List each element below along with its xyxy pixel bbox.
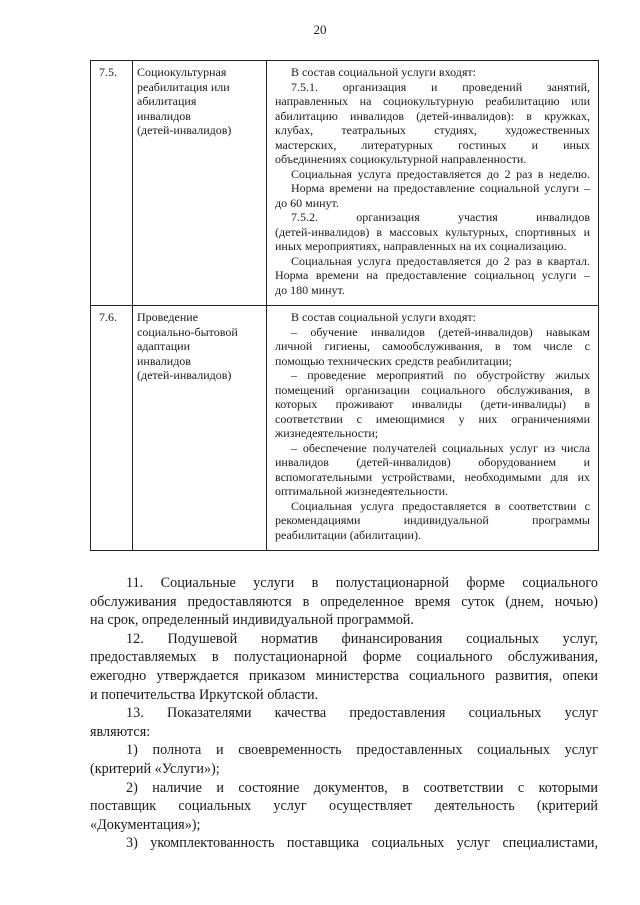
service-name-line: Проведение: [137, 310, 199, 324]
description-line: В состав социальной услуги входят:: [291, 65, 476, 79]
description-line: реабилитации (абилитации).: [275, 527, 421, 542]
service-name-line: адаптации: [137, 339, 191, 353]
description-line: помощью технических средств реабилитации;: [275, 353, 512, 368]
description-line: помещений организации социального обслуживания, в: [275, 382, 590, 397]
paragraph-line: «Документация»);: [90, 816, 201, 833]
paragraph-line: поставщик социальных услуг осуществляет деятельность (критерий: [90, 798, 598, 815]
paragraph-line: 11. Социальные услуги в полустационарной форме социального: [126, 575, 598, 591]
service-name-line: (детей-инвалидов): [137, 368, 232, 382]
paragraph-line: (критерий «Услуги»);: [90, 760, 220, 777]
description-line: В состав социальной услуги входят:: [291, 310, 476, 324]
service-name-line: социально-бытовой: [137, 324, 238, 339]
paragraph: [90, 779, 598, 835]
description-line: (детей-инвалидов) в массовых культурных, спортивных и: [275, 224, 590, 239]
paragraph: [90, 834, 598, 853]
description-line: – обеспечение получателей социальных услуг из числа: [291, 440, 590, 455]
description-line: до 180 минут.: [275, 282, 345, 297]
description-line: соответствии с имеющимися у них ограничениями: [275, 411, 590, 426]
description-line: инвалидов (детей-инвалидов) оборудованием и: [275, 455, 590, 469]
paragraph-line: являются:: [90, 723, 151, 740]
paragraph-line: 3) укомплектованность поставщика социальных услуг специалистами,: [126, 835, 598, 852]
service-name: [133, 306, 267, 551]
service-description: [267, 61, 599, 306]
paragraph-line: обслуживания предоставляются в определенное время суток (днем, ночью): [90, 593, 598, 610]
paragraph: [90, 574, 598, 630]
paragraph-line: и попечительства Иркутской области.: [90, 686, 319, 703]
service-name-line: Социокультурная: [137, 65, 227, 79]
description-line: абилитацию инвалидов (детей-инвалидов): в кружках,: [275, 108, 590, 123]
services-table: [90, 60, 599, 551]
service-description: [267, 306, 599, 551]
description-line: 7.5.1. организация и проведений занятий,: [291, 79, 590, 94]
description-line: вспомогательными устройствами, необходимыми для их: [275, 469, 590, 484]
description-line: Норма времени на предоставление социальноц услуги –: [275, 268, 590, 282]
paragraph-line: 2) наличие и состояние документов, в соответствии с которыми: [126, 779, 598, 796]
paragraph: [90, 630, 598, 704]
table-row: [91, 306, 599, 551]
service-name-line: абилитация: [137, 94, 197, 108]
description-line: мастерских, литературных гостиных и иных: [275, 137, 590, 152]
paragraph-line: предоставляемых в полустационарной форме социального обслуживания,: [90, 649, 598, 666]
description-line: личной гигиены, самообслуживания, в том числе с: [275, 339, 590, 353]
paragraph: [90, 704, 598, 741]
service-name-line: реабилитация или: [137, 79, 230, 94]
table-body: [91, 61, 599, 551]
service-name-line: (детей-инвалидов): [137, 123, 232, 137]
paragraph: [90, 741, 598, 778]
paragraph-line: 13. Показателями качества предоставления социальных услуг: [126, 705, 598, 722]
description-line: Норма времени на предоставление социальной услуги –: [291, 181, 590, 195]
description-line: направленных на социокультурную реабилитацию или: [275, 94, 590, 108]
service-name-line: инвалидов: [137, 108, 191, 123]
service-name: [133, 61, 267, 306]
description-line: Социальная услуга предоставляется до 2 раз в квартал.: [291, 253, 590, 268]
description-line: рекомендациями индивидуальной программы: [275, 513, 590, 527]
service-name-line: инвалидов: [137, 353, 191, 368]
paragraph-line: 12. Подушевой норматив финансирования социальных услуг,: [126, 630, 598, 647]
description-line: иных мероприятиях, направленных на их социализацию.: [275, 239, 567, 253]
body-text: [90, 574, 598, 853]
description-line: Социальная услуга предоставляется в соответствии с: [291, 498, 590, 513]
description-line: – проведение мероприятий по обустройству жилых: [291, 368, 590, 382]
description-line: 7.5.2. организация участия инвалидов: [291, 210, 590, 224]
description-line: Социальная услуга предоставляется до 2 раз в неделю.: [291, 166, 590, 181]
page-number: 20: [313, 22, 327, 37]
paragraph-line: 1) полнота и своевременность предоставленных социальных услуг: [126, 742, 598, 759]
description-line: оптимальной жизнедеятельности.: [275, 484, 449, 498]
row-number: 7.5.: [91, 61, 133, 306]
description-line: клубах, театральных студиях, художественных: [275, 123, 590, 137]
row-number: 7.6.: [91, 306, 133, 551]
description-line: которых проживают инвалиды (дети-инвалиды) в: [275, 397, 590, 411]
description-line: жизнедеятельности;: [275, 426, 379, 440]
description-line: – обучение инвалидов (детей-инвалидов) навыкам: [291, 324, 590, 339]
table-row: [91, 61, 599, 306]
paragraph-line: на срок, определенный индивидуальной программой.: [90, 612, 414, 629]
paragraph-line: ежегодно утверждается приказом министерства социального развития, опеки: [90, 667, 598, 684]
description-line: объединениях социокультурной направленности.: [275, 152, 527, 166]
description-line: до 60 минут.: [275, 195, 339, 210]
